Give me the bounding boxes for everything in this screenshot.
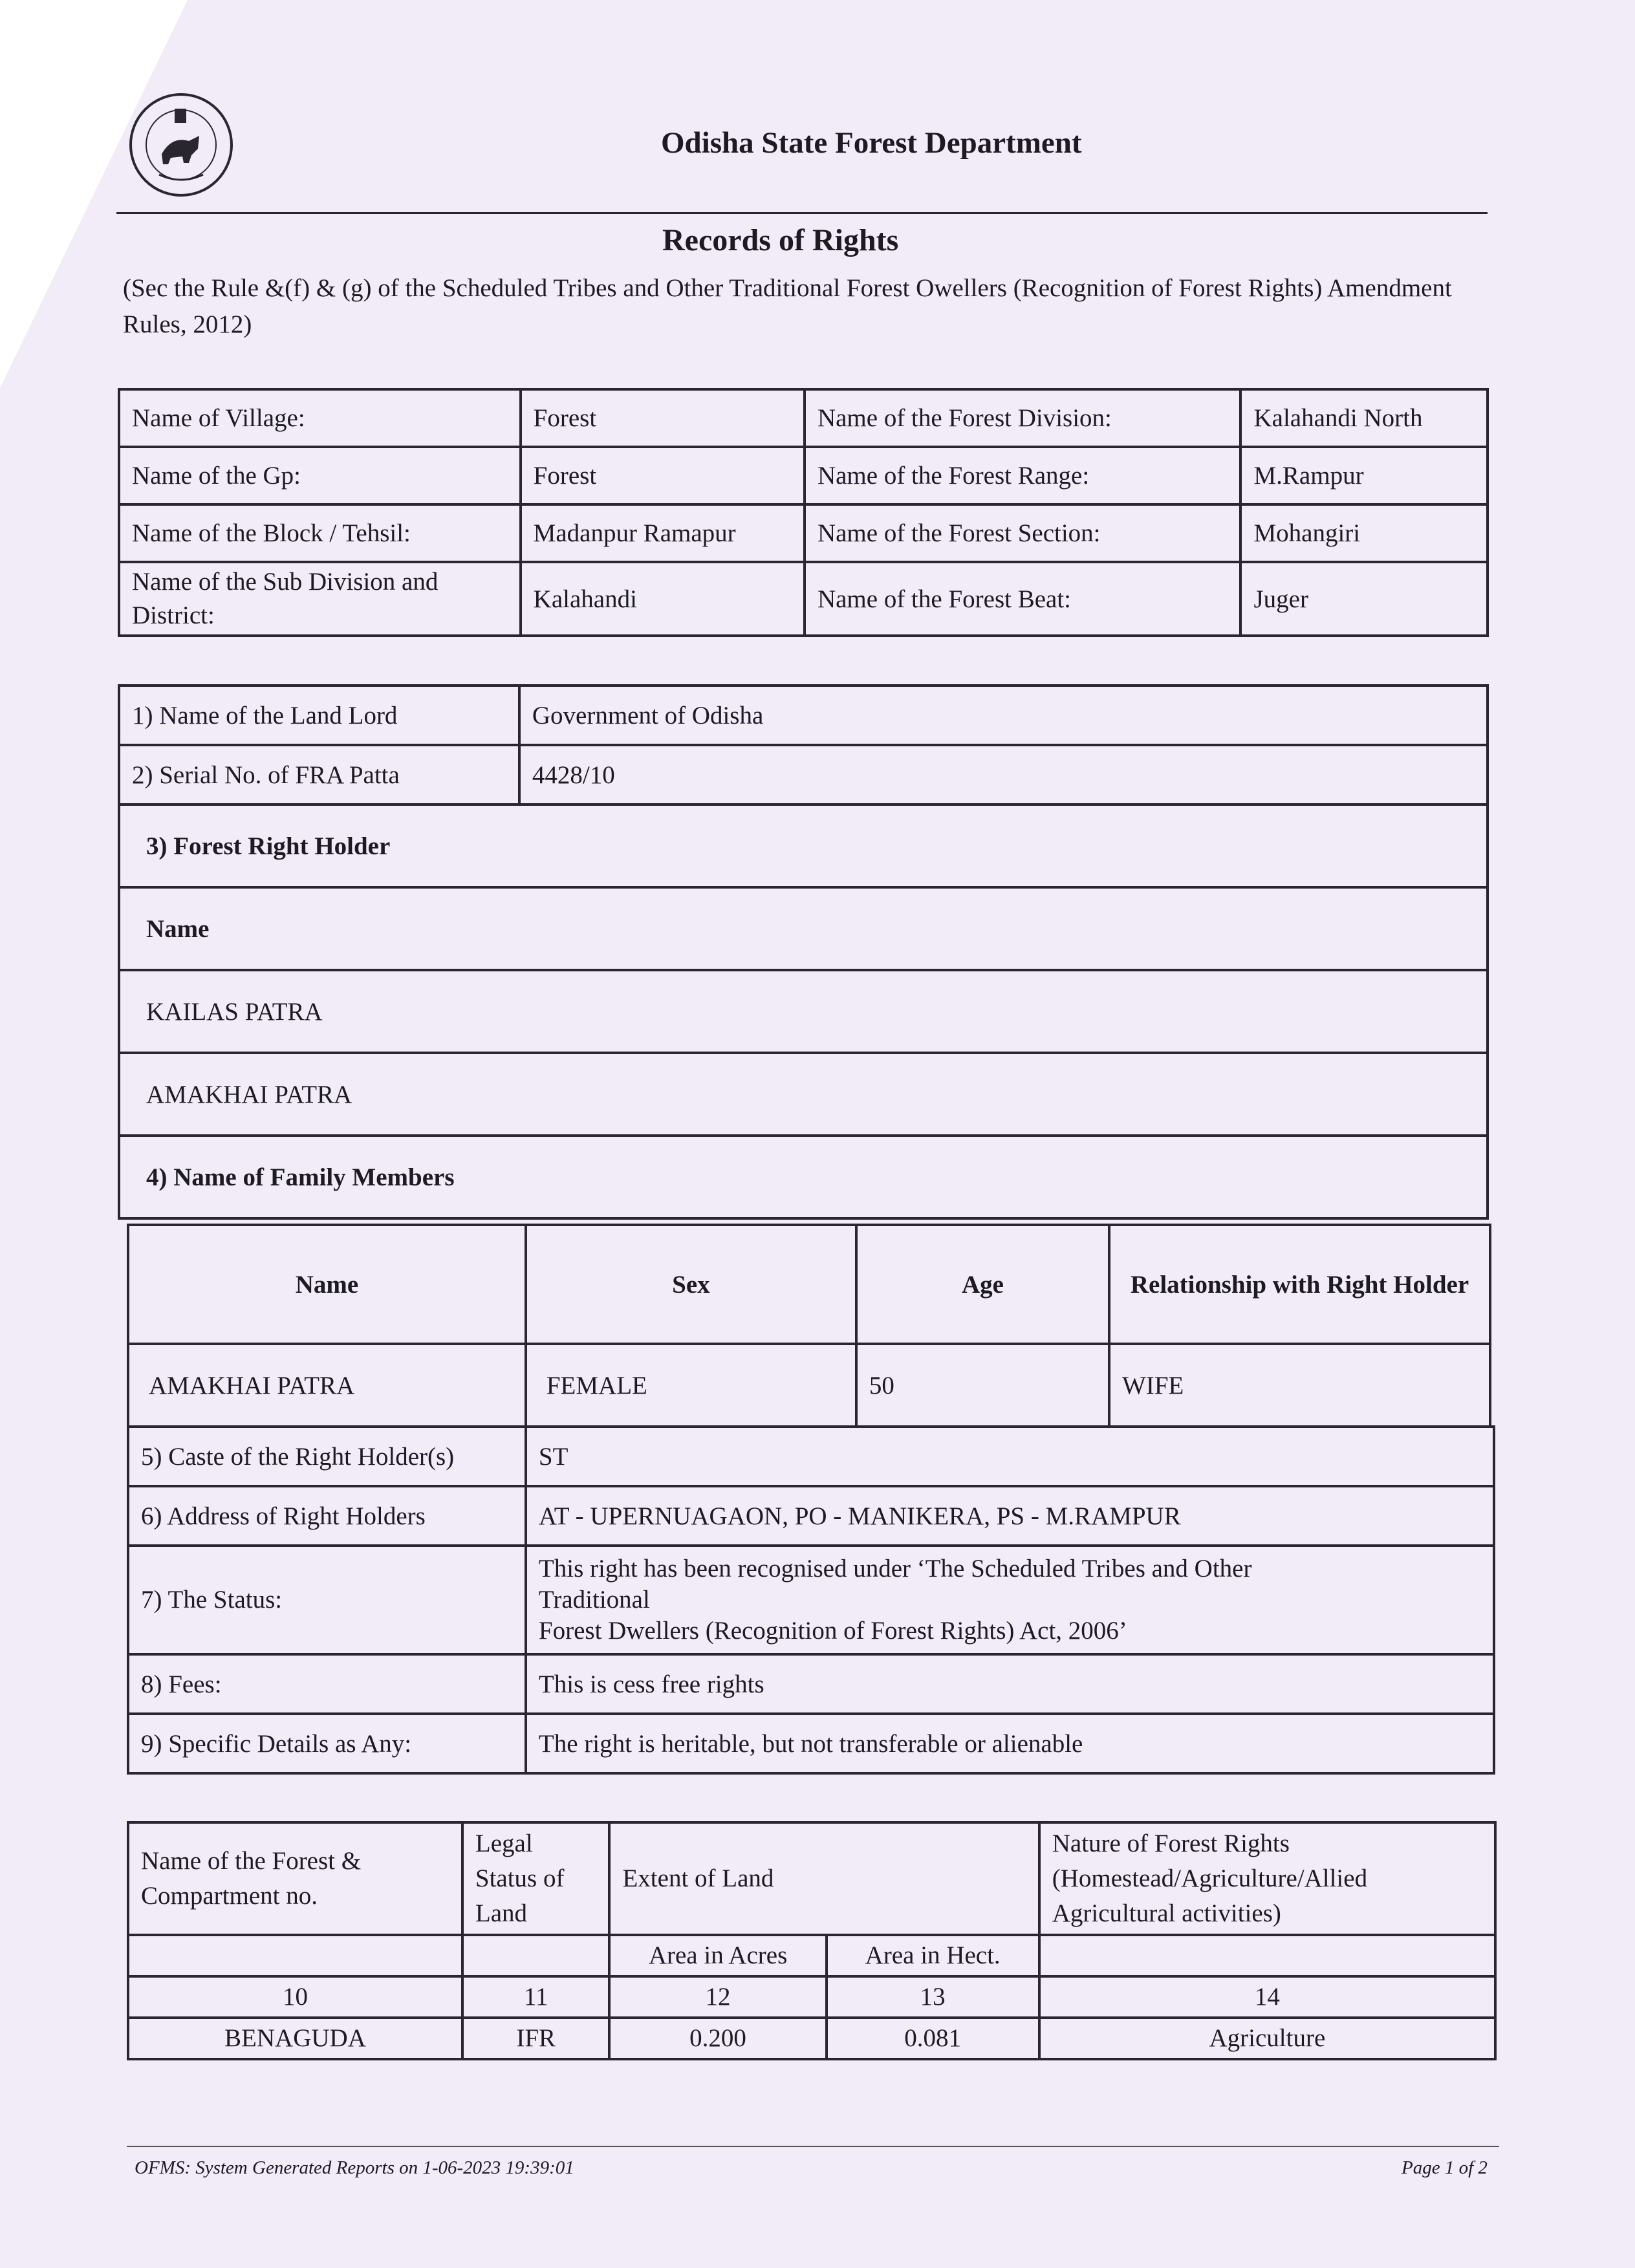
blank-cell — [128, 1935, 462, 1976]
range-label: Name of the Forest Range: — [805, 447, 1241, 504]
fees-value: This is cess free rights — [526, 1654, 1494, 1714]
family-member-age: 50 — [856, 1344, 1109, 1427]
area-hect-header: Area in Hect. — [827, 1935, 1039, 1976]
range-value: M.Rampur — [1240, 447, 1488, 504]
nature-of-rights-header: Nature of Forest Rights (Homestead/Agriculture/Allied Agricultural activities) — [1039, 1822, 1495, 1935]
division-value: Kalahandi North — [1240, 389, 1488, 447]
location-table — [118, 388, 1489, 637]
legal-status-header: Legal Status of Land — [462, 1822, 610, 1935]
status-label: 7) The Status: — [128, 1546, 526, 1654]
rule-reference: (Sec the Rule &(f) & (g) of the Scheduled Tribes and Other Traditional Forest Owellers (Recognition of Forest Rights) Amendment Rules, 2012) — [123, 274, 1452, 338]
fees-label: 8) Fees: — [128, 1654, 526, 1714]
family-members-table — [127, 1224, 1491, 1428]
family-member-sex: FEMALE — [526, 1344, 856, 1427]
column-number: 13 — [827, 1976, 1039, 2018]
forest-right-holder-heading: 3) Forest Right Holder — [119, 805, 1488, 887]
column-number: 11 — [462, 1976, 610, 2018]
beat-value: Juger — [1240, 562, 1488, 636]
odisha-emblem-seal — [127, 91, 235, 199]
holder-details-table — [127, 1425, 1495, 1775]
holder-name: AMAKHAI PATRA — [119, 1053, 1488, 1136]
serial-value: 4428/10 — [519, 745, 1488, 805]
address-value: AT - UPERNUAGAON, PO - MANIKERA, PS - M.RAMPUR — [526, 1486, 1494, 1546]
blank-cell — [1039, 1935, 1495, 1976]
family-relationship-header: Relationship with Right Holder — [1109, 1225, 1490, 1344]
landlord-value: Government of Odisha — [519, 686, 1488, 745]
division-label: Name of the Forest Division: — [805, 389, 1241, 447]
serial-label: 2) Serial No. of FRA Patta — [119, 745, 519, 805]
blank-cell — [462, 1935, 610, 1976]
gp-value: Forest — [521, 447, 805, 504]
land-details-table — [127, 1821, 1497, 2060]
family-age-header: Age — [856, 1225, 1109, 1344]
family-member-name: AMAKHAI PATRA — [128, 1344, 526, 1427]
nature-of-rights-value: Agriculture — [1039, 2018, 1495, 2059]
caste-label: 5) Caste of the Right Holder(s) — [128, 1427, 526, 1486]
rights-record-table — [118, 684, 1489, 1220]
village-value: Forest — [521, 389, 805, 447]
status-line: This right has been recognised under ‘The Scheduled Tribes and Other — [538, 1555, 1252, 1582]
section-label: Name of the Forest Section: — [805, 504, 1241, 562]
document-title: Records of Rights — [662, 223, 899, 257]
specific-details-value: The right is heritable, but not transferable or alienable — [526, 1714, 1494, 1773]
landlord-label: 1) Name of the Land Lord — [119, 686, 519, 745]
legal-status-value: IFR — [462, 2018, 610, 2059]
column-number: 14 — [1039, 1976, 1495, 2018]
area-acres-header: Area in Acres — [609, 1935, 826, 1976]
footer-divider — [127, 2146, 1499, 2147]
extent-of-land-header: Extent of Land — [609, 1822, 1039, 1935]
column-number: 12 — [609, 1976, 826, 2018]
department-name: Odisha State Forest Department — [661, 126, 1082, 160]
page-number: Page 1 of 2 — [1402, 2157, 1488, 2178]
footer-generated-note: OFMS: System Generated Reports on 1-06-2023 19:39:01 — [135, 2157, 574, 2178]
family-members-heading: 4) Name of Family Members — [119, 1136, 1488, 1218]
village-label: Name of Village: — [119, 389, 521, 447]
gp-label: Name of the Gp: — [119, 447, 521, 504]
status-value — [526, 1546, 1494, 1654]
specific-details-label: 9) Specific Details as Any: — [128, 1714, 526, 1773]
section-value: Mohangiri — [1240, 504, 1488, 562]
holder-name: KAILAS PATRA — [119, 970, 1488, 1053]
subdivision-value: Kalahandi — [521, 562, 805, 636]
family-sex-header: Sex — [526, 1225, 856, 1344]
forest-name-value: BENAGUDA — [128, 2018, 462, 2059]
status-line: Forest Dwellers (Recognition of Forest Rights) Act, 2006’ — [538, 1617, 1127, 1645]
column-number: 10 — [128, 1976, 462, 2018]
area-hect-value: 0.081 — [827, 2018, 1039, 2059]
subdivision-label: Name of the Sub Division and District: — [119, 562, 521, 636]
status-line: Traditional — [538, 1586, 650, 1614]
block-label: Name of the Block / Tehsil: — [119, 504, 521, 562]
area-acres-value: 0.200 — [609, 2018, 826, 2059]
header-divider — [116, 212, 1488, 214]
address-label: 6) Address of Right Holders — [128, 1486, 526, 1546]
caste-value: ST — [526, 1427, 1494, 1486]
block-value: Madanpur Ramapur — [521, 504, 805, 562]
family-member-relationship: WIFE — [1109, 1344, 1490, 1427]
beat-label: Name of the Forest Beat: — [805, 562, 1241, 636]
holder-name-heading: Name — [119, 887, 1488, 970]
family-name-header: Name — [128, 1225, 526, 1344]
forest-compartment-header: Name of the Forest & Compartment no. — [128, 1822, 462, 1935]
